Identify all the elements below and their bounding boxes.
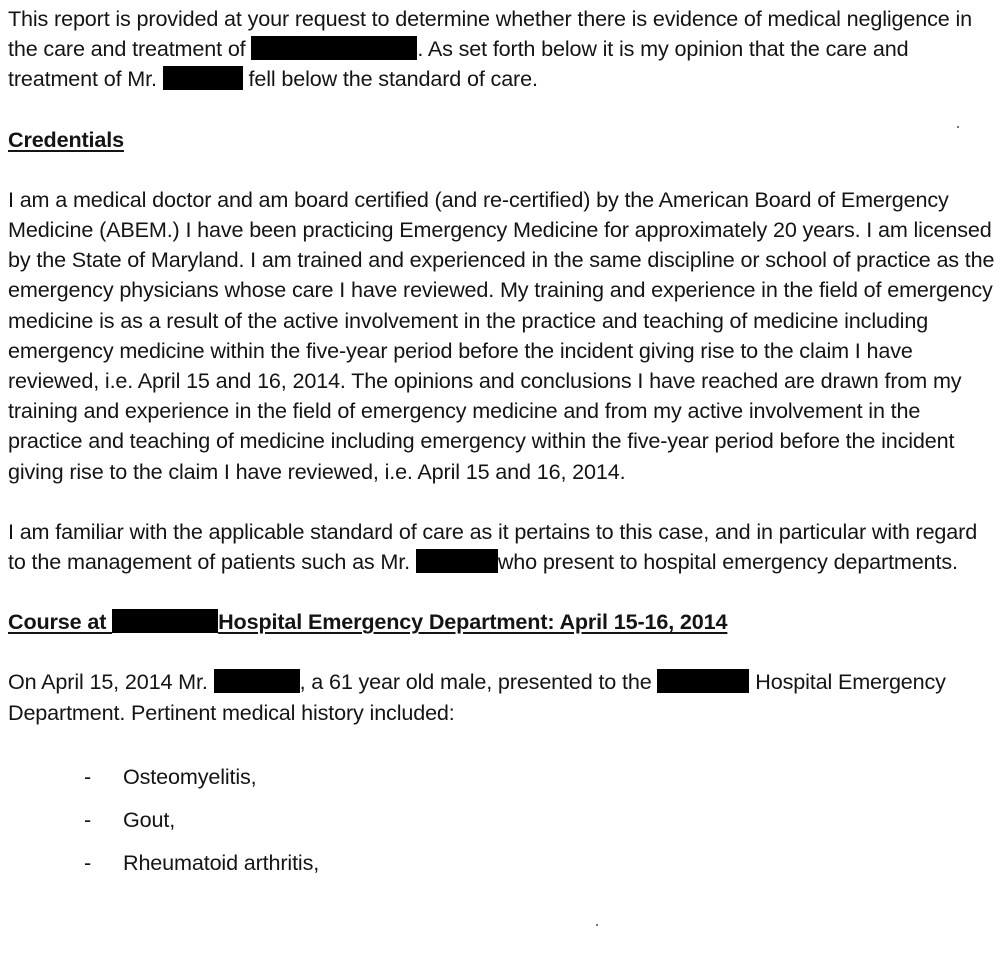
course-heading-end: Hospital Emergency Department: April 15-16, 2014 (218, 609, 728, 635)
presentation-text-middle: , a 61 year old male, presented to the (299, 669, 658, 695)
report-document (8, 4, 1000, 891)
course-heading (8, 607, 1000, 637)
list-item-label: Osteomyelitis, (123, 763, 257, 789)
redacted-patient-name (214, 669, 300, 693)
intro-paragraph (8, 4, 1000, 95)
scan-speck (596, 924, 598, 926)
list-item-label: Gout, (123, 806, 176, 832)
list-item (8, 848, 1000, 891)
list-dash: - (84, 806, 92, 832)
presentation-text-end: Hospital Emergency Department. Pertinent medical history included: (8, 669, 946, 725)
scan-speck (957, 126, 959, 128)
list-item (8, 762, 1000, 805)
credentials-paragraph: I am a medical doctor and am board certified (and re-certified) by the American Board of Emergency Medicine (ABEM.) I have been practicing Emergency Medicine for approximately 20 years. I am licensed by the State of Maryland. I am trained and experienced in the same discipline or school of practice as the emergency physicians whose care I have reviewed. My training and experience in the field of emergency medicine is as a result of the active involvement in the practice and teaching of medicine including emergency medicine within the five-year period before the incident giving rise to the claim I have reviewed, i.e. April 15 and 16, 2014. The opinions and conclusions I have reached are drawn from my training and experience in the field of emergency medicine and from my active involvement in the practice and teaching of medicine including emergency within the five-year period before the incident giving rise to the claim I have reviewed, i.e. April 15 and 16, 2014. (8, 186, 995, 484)
redacted-patient-name (251, 36, 417, 60)
standard-of-care-text-end: who present to hospital emergency departments. (497, 549, 958, 575)
redacted-hospital-name (657, 669, 749, 693)
list-dash: - (84, 849, 92, 875)
intro-text-start: This report is provided at your request to determine whether there is evidence of medical negligence in the care and treatment of (8, 6, 972, 62)
redacted-patient-name (416, 549, 498, 573)
redacted-patient-name (163, 66, 243, 90)
redacted-hospital-name (112, 609, 218, 633)
list-item (8, 805, 1000, 848)
presentation-paragraph (8, 667, 1000, 727)
medical-history-list (8, 762, 1000, 891)
standard-of-care-paragraph (8, 517, 1000, 577)
standard-of-care-text-start: I am familiar with the applicable standard of care as it pertains to this case, and in particular with regard to the management of patients such as Mr. (8, 518, 978, 575)
list-item-label: Rheumatoid arthritis, (123, 849, 320, 875)
presentation-text-start: On April 15, 2014 Mr. (8, 669, 214, 695)
intro-text-middle: . As set forth below it is my opinion that the care and treatment of Mr. (8, 36, 909, 92)
list-dash: - (84, 763, 92, 789)
credentials-heading: Credentials (8, 126, 124, 152)
intro-text-end: fell below the standard of care. (242, 66, 538, 92)
course-heading-start: Course at (8, 609, 113, 635)
